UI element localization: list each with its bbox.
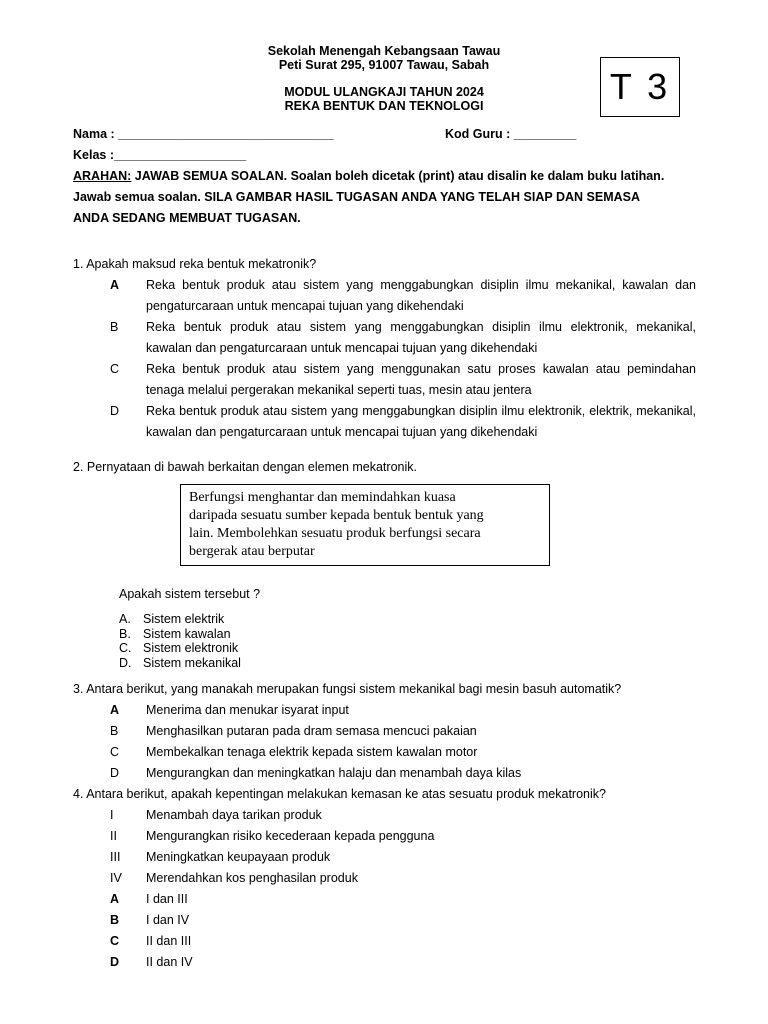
- statement-line: lain. Membolehkan sesuatu produk berfungsi secara: [189, 526, 481, 541]
- q3-option-letter: C: [110, 745, 120, 759]
- q1-option-c-line-1: Reka bentuk produk atau sistem yang menggunakan satu proses kawalan atau pemindahan: [146, 362, 696, 376]
- q1-option-letter: C: [110, 362, 120, 376]
- q4-option-text: II dan IV: [146, 955, 193, 969]
- q4-option-text: I dan III: [146, 892, 188, 906]
- q1-option-c-line-2: tenaga melalui pergerakan mekanikal seperti tuas, mesin atau jentera: [146, 383, 532, 397]
- q2-option-text: Sistem elektronik: [143, 641, 239, 655]
- q2-option-text: Sistem elektrik: [143, 612, 225, 626]
- question-1-stem: 1. Apakah maksud reka bentuk mekatronik?: [73, 257, 317, 271]
- nama-field: Nama : _______________________________: [73, 127, 334, 141]
- q3-option-text: Membekalkan tenaga elektrik kepada sistem kawalan motor: [146, 745, 478, 759]
- statement-line: bergerak atau berputar: [189, 544, 315, 559]
- q2-option-letter: A.: [119, 612, 131, 626]
- question-2-prompt: Apakah sistem tersebut ?: [119, 587, 261, 601]
- q4-statement-num: I: [110, 808, 114, 822]
- school-name: Sekolah Menengah Kebangsaan Tawau: [267, 44, 501, 58]
- subject-title: REKA BENTUK DAN TEKNOLOGI: [284, 99, 484, 113]
- q1-option-a-line-1: Reka bentuk produk atau sistem yang menggabungkan disiplin ilmu mekanikal, kawalan dan: [146, 278, 696, 292]
- q4-statement-text: Mengurangkan risiko kecederaan kepada pengguna: [146, 829, 435, 843]
- q1-option-d-line-1: Reka bentuk produk atau sistem yang menggabungkan disiplin ilmu elektronik, elektrik, mekanikal,: [146, 404, 696, 418]
- q4-statement-text: Meningkatkan keupayaan produk: [146, 850, 331, 864]
- q3-option-text: Menerima dan menukar isyarat input: [146, 703, 349, 717]
- q1-option-a-line-2: pengaturcaraan untuk mencapai tujuan yang dikehendaki: [146, 299, 464, 313]
- q4-statement-num: II: [110, 829, 117, 843]
- statement-line: daripada sesuatu sumber kepada bentuk bentuk yang: [189, 508, 484, 523]
- q1-option-b-line-1: Reka bentuk produk atau sistem yang menggabungkan disiplin ilmu elektronik, mekanikal,: [146, 320, 696, 334]
- q1-option-d-line-2: kawalan dan pengaturcaraan untuk mencapai tujuan yang dikehendaki: [146, 425, 538, 439]
- question-4-stem: 4. Antara berikut, apakah kepentingan melakukan kemasan ke atas sesuatu produk mekatronik?: [73, 787, 606, 801]
- q2-option-letter: D.: [119, 656, 132, 670]
- q4-option-letter: B: [110, 913, 120, 927]
- q4-statement-text: Menambah daya tarikan produk: [146, 808, 322, 822]
- question-2-stem: 2. Pernyataan di bawah berkaitan dengan elemen mekatronik.: [73, 460, 417, 474]
- q1-option-b-line-2: kawalan dan pengaturcaraan untuk mencapai tujuan yang dikehendaki: [146, 341, 538, 355]
- module-title: MODUL ULANGKAJI TAHUN 2024: [284, 85, 484, 99]
- instructions-line-2: Jawab semua soalan. SILA GAMBAR HASIL TUGASAN ANDA YANG TELAH SIAP DAN SEMASA: [73, 190, 640, 204]
- q1-option-letter: D: [110, 404, 120, 418]
- q2-option-text: Sistem mekanikal: [143, 656, 241, 670]
- q3-option-letter: B: [110, 724, 119, 738]
- q2-option-letter: B.: [119, 627, 131, 641]
- q4-statement-num: IV: [110, 871, 122, 885]
- question-3-stem: 3. Antara berikut, yang manakah merupakan fungsi sistem mekanikal bagi mesin basuh automatik?: [73, 682, 622, 696]
- q3-option-letter: A: [110, 703, 120, 717]
- q4-option-text: I dan IV: [146, 913, 190, 927]
- instructions-line-3: ANDA SEDANG MEMBUAT TUGASAN.: [73, 211, 301, 225]
- instructions-label: ARAHAN:: [73, 169, 132, 183]
- statement-box: [180, 484, 550, 566]
- statement-line: Berfungsi menghantar dan memindahkan kuasa: [189, 490, 456, 505]
- q4-option-text: II dan III: [146, 934, 192, 948]
- q4-statement-text: Merendahkan kos penghasilan produk: [146, 871, 358, 885]
- q2-option-letter: C.: [119, 641, 132, 655]
- q4-option-letter: A: [110, 892, 120, 906]
- q4-option-letter: C: [110, 934, 120, 948]
- kelas-field: Kelas :___________________: [73, 148, 247, 162]
- q1-option-letter: B: [110, 320, 119, 334]
- kod-guru-field: Kod Guru : _________: [445, 127, 577, 141]
- q1-option-letter: A: [110, 278, 120, 292]
- school-address: Peti Surat 295, 91007 Tawau, Sabah: [278, 58, 490, 72]
- q4-statement-num: III: [110, 850, 121, 864]
- q3-option-text: Menghasilkan putaran pada dram semasa mencuci pakaian: [146, 724, 477, 738]
- q3-option-text: Mengurangkan dan meningkatkan halaju dan menambah daya kilas: [146, 766, 522, 780]
- instructions-line-1: ARAHAN: JAWAB SEMUA SOALAN. Soalan boleh dicetak (print) atau disalin ke dalam buku latihan.: [73, 169, 665, 183]
- code-box: T 3: [600, 57, 680, 117]
- q3-option-letter: D: [110, 766, 120, 780]
- q4-option-letter: D: [110, 955, 120, 969]
- q2-option-text: Sistem kawalan: [143, 627, 231, 641]
